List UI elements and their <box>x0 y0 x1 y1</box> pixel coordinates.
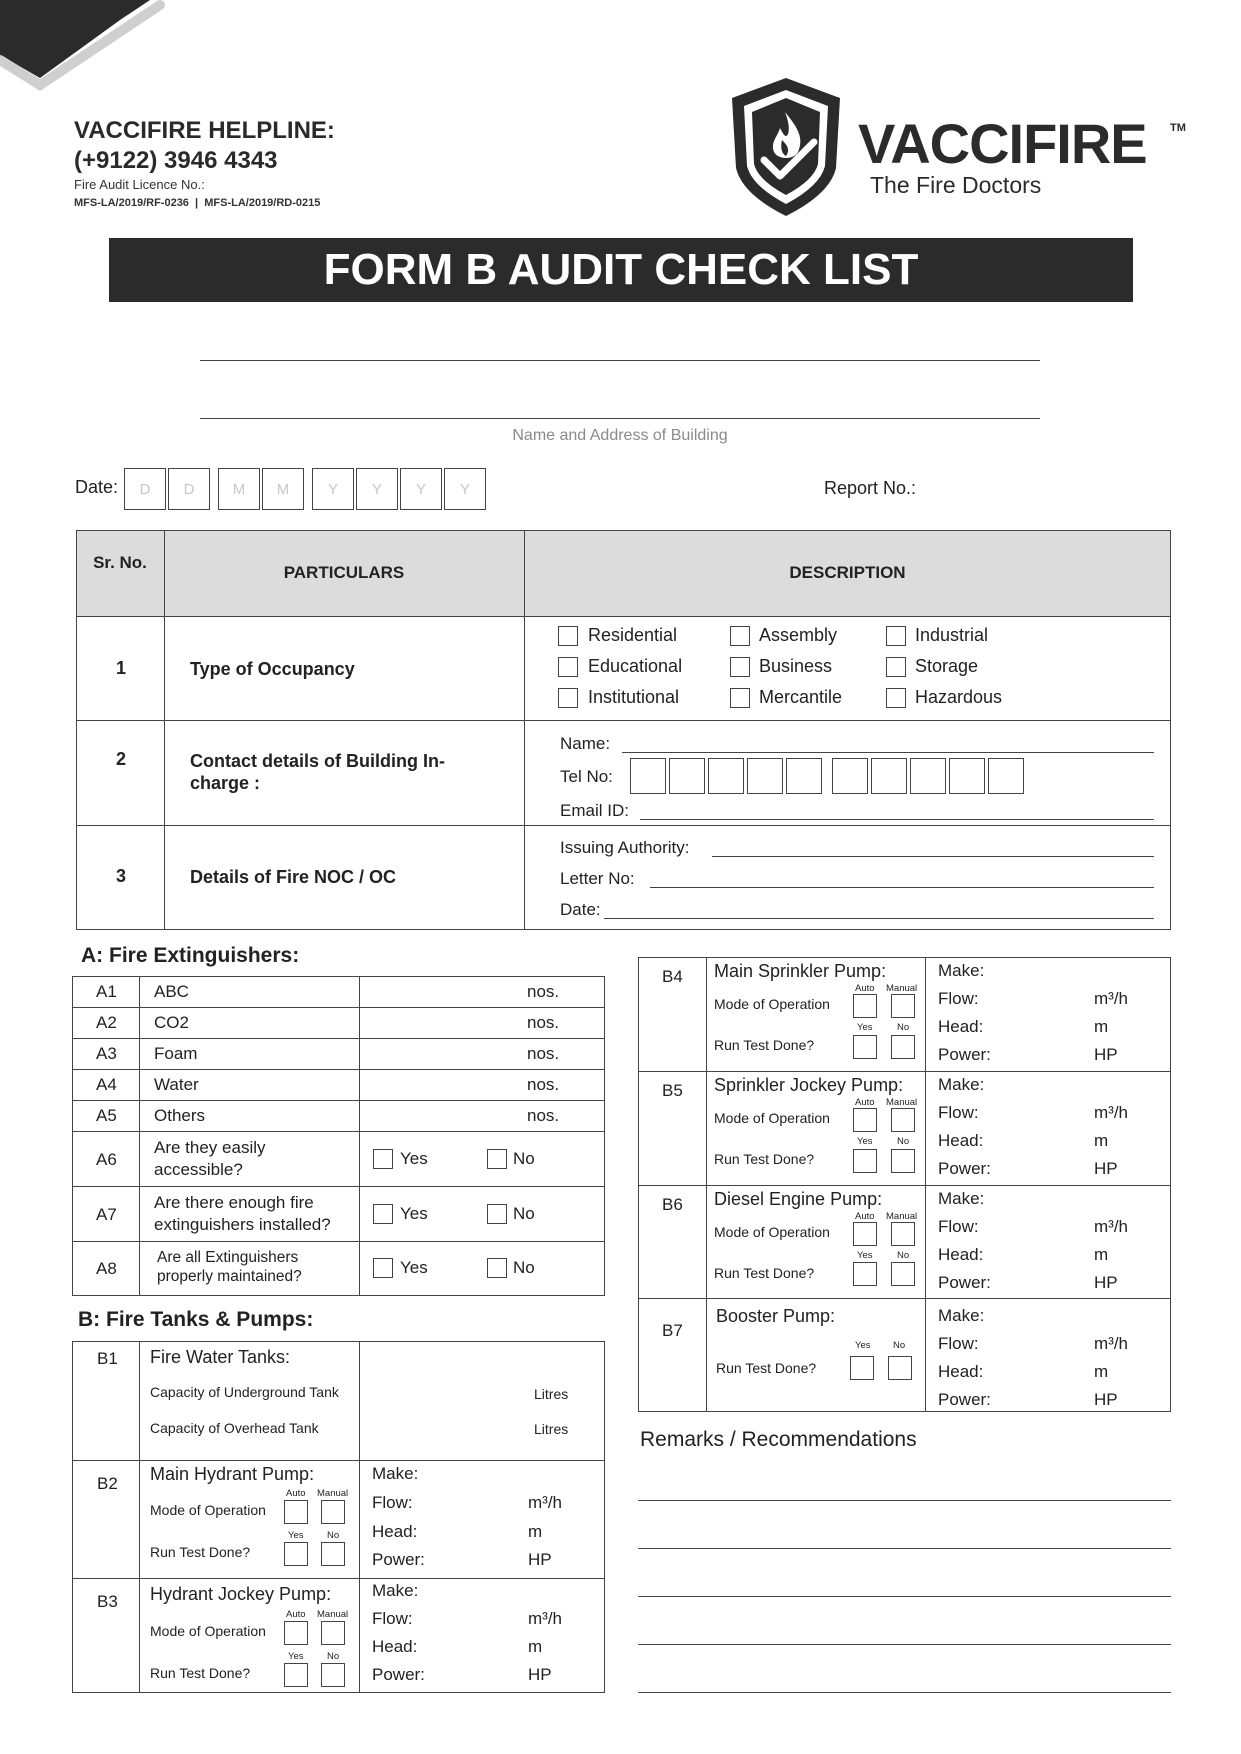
checkbox-hazardous[interactable] <box>886 688 906 708</box>
manual-label: Manual <box>317 1609 349 1620</box>
tel-digit-box[interactable] <box>747 758 783 794</box>
unit-label: nos. <box>527 1044 560 1063</box>
date-label: Date: <box>75 477 119 497</box>
table-divider <box>638 1298 1171 1299</box>
licence-label: Fire Audit Licence No.: <box>74 177 205 192</box>
item-code: B7 <box>662 1321 683 1340</box>
head-unit: m <box>1094 1017 1109 1036</box>
auto-label: Auto <box>855 1097 875 1108</box>
run-test-label: Run Test Done? <box>150 1665 251 1681</box>
table-divider <box>139 976 140 1296</box>
b1-title: Fire Water Tanks: <box>150 1347 291 1367</box>
option-label: Assembly <box>759 625 838 645</box>
head-unit: m <box>1094 1362 1109 1381</box>
table-divider <box>638 1071 1171 1072</box>
option-label: Residential <box>588 625 678 645</box>
no-checkbox[interactable] <box>487 1204 507 1224</box>
run-test-no-checkbox[interactable] <box>321 1542 345 1566</box>
flow-label: Flow: <box>938 1217 979 1236</box>
run-test-yes-checkbox[interactable] <box>284 1663 308 1687</box>
manual-checkbox[interactable] <box>891 994 915 1018</box>
head-label: Head: <box>938 1245 984 1264</box>
header-particulars: PARTICULARS <box>283 563 405 582</box>
question-line: accessible? <box>154 1160 243 1179</box>
flow-unit: m³/h <box>1094 1217 1128 1236</box>
flow-label: Flow: <box>372 1609 413 1628</box>
checkbox-educational[interactable] <box>558 657 578 677</box>
flow-label: Flow: <box>938 989 979 1008</box>
table-divider <box>76 825 1171 826</box>
power-label: Power: <box>938 1390 991 1409</box>
table-divider <box>72 1186 605 1187</box>
report-no-label: Report No.: <box>824 478 917 498</box>
email-field[interactable] <box>640 819 1154 820</box>
section-b-title: B: Fire Tanks & Pumps: <box>78 1308 314 1331</box>
table-divider <box>72 1069 605 1070</box>
run-test-yes-checkbox[interactable] <box>853 1035 877 1059</box>
flow-unit: m³/h <box>1094 1334 1128 1353</box>
question-line: Are there enough fire <box>154 1193 314 1212</box>
mode-label: Mode of Operation <box>714 1110 830 1126</box>
yes-label: Yes <box>400 1204 428 1223</box>
checkbox-business[interactable] <box>730 657 750 677</box>
letter-no-field[interactable] <box>650 887 1154 888</box>
item-label: Water <box>154 1075 199 1094</box>
table-divider <box>72 1578 605 1579</box>
pump-name: Main Sprinkler Pump: <box>714 961 887 981</box>
head-label: Head: <box>372 1522 418 1541</box>
unit-label: Litres <box>534 1421 569 1437</box>
auto-checkbox[interactable] <box>853 994 877 1018</box>
section-a-title: A: Fire Extinguishers: <box>81 944 300 967</box>
make-label: Make: <box>938 1189 985 1208</box>
no-checkbox[interactable] <box>487 1149 507 1169</box>
date-box-month-2[interactable]: M <box>262 468 304 510</box>
table-divider <box>72 1460 605 1461</box>
auto-label: Auto <box>286 1609 306 1620</box>
power-label: Power: <box>938 1273 991 1292</box>
trademark: TM <box>1170 122 1186 134</box>
item-code: A3 <box>96 1044 117 1063</box>
table-divider <box>524 530 525 930</box>
checkbox-mercantile[interactable] <box>730 688 750 708</box>
tel-digit-box[interactable] <box>910 758 946 794</box>
checkbox-assembly[interactable] <box>730 626 750 646</box>
tel-digit-box[interactable] <box>786 758 822 794</box>
mode-label: Mode of Operation <box>150 1623 266 1639</box>
yes-checkbox[interactable] <box>373 1149 393 1169</box>
no-label: No <box>513 1258 535 1277</box>
tagline: The Fire Doctors <box>870 172 1042 198</box>
row-number: 3 <box>115 866 126 886</box>
auto-label: Auto <box>286 1488 306 1499</box>
remarks-line[interactable] <box>638 1692 1171 1693</box>
head-label: Head: <box>938 1017 984 1036</box>
item-label: ABC <box>154 982 189 1001</box>
unit-label: nos. <box>527 982 560 1001</box>
auto-checkbox[interactable] <box>853 1222 877 1246</box>
auto-checkbox[interactable] <box>853 1108 877 1132</box>
date-box-year-4[interactable]: Y <box>444 468 486 510</box>
make-label: Make: <box>938 961 985 980</box>
manual-checkbox[interactable] <box>321 1621 345 1645</box>
power-unit: HP <box>1094 1390 1118 1409</box>
pump-name: Sprinkler Jockey Pump: <box>714 1075 904 1095</box>
run-test-label: Run Test Done? <box>714 1037 815 1053</box>
head-label: Head: <box>938 1131 984 1150</box>
date-box-year-3[interactable]: Y <box>400 468 442 510</box>
yes-label: Yes <box>857 1250 873 1261</box>
flow-unit: m³/h <box>528 1609 562 1628</box>
table-divider <box>638 1185 1171 1186</box>
auto-checkbox[interactable] <box>284 1500 308 1524</box>
no-label: No <box>513 1149 535 1168</box>
yes-label: Yes <box>857 1136 873 1147</box>
pump-name: Diesel Engine Pump: <box>714 1189 883 1209</box>
mode-label: Mode of Operation <box>150 1502 266 1518</box>
date-box-year-1[interactable]: Y <box>312 468 354 510</box>
table-divider <box>139 1341 140 1693</box>
make-label: Make: <box>938 1075 985 1094</box>
yes-label: Yes <box>288 1530 304 1541</box>
row-particular: Details of Fire NOC / OC <box>190 867 397 887</box>
run-test-yes-checkbox[interactable] <box>284 1542 308 1566</box>
issuing-authority-label: Issuing Authority: <box>560 838 690 857</box>
tel-digit-box[interactable] <box>871 758 907 794</box>
power-label: Power: <box>372 1665 425 1684</box>
option-label: Educational <box>588 656 683 676</box>
table-divider <box>359 1341 360 1693</box>
item-code: A8 <box>96 1259 117 1278</box>
checkbox-industrial[interactable] <box>886 626 906 646</box>
make-label: Make: <box>372 1464 419 1483</box>
run-test-yes-checkbox[interactable] <box>853 1262 877 1286</box>
item-label: CO2 <box>154 1013 189 1032</box>
header-description: DESCRIPTION <box>789 563 906 582</box>
extinguishers-table <box>72 976 605 1296</box>
manual-label: Manual <box>886 983 918 994</box>
tel-label: Tel No: <box>560 767 613 786</box>
remarks-title: Remarks / Recommendations <box>640 1428 917 1451</box>
flow-label: Flow: <box>372 1493 413 1512</box>
no-label: No <box>327 1651 340 1662</box>
issuing-authority-field[interactable] <box>712 856 1154 857</box>
manual-checkbox[interactable] <box>321 1500 345 1524</box>
tel-digit-box[interactable] <box>988 758 1024 794</box>
option-label: Storage <box>915 656 979 676</box>
name-label: Name: <box>560 734 611 753</box>
remarks-line[interactable] <box>638 1500 1171 1501</box>
auto-checkbox[interactable] <box>284 1621 308 1645</box>
unit-label: nos. <box>527 1075 560 1094</box>
question-line: properly maintained? <box>157 1268 302 1285</box>
make-label: Make: <box>372 1581 419 1600</box>
head-unit: m <box>528 1522 543 1541</box>
shield-flame-check-icon <box>728 76 844 218</box>
address-line-1[interactable] <box>200 360 1040 361</box>
yes-label: Yes <box>855 1340 871 1351</box>
power-unit: HP <box>1094 1159 1118 1178</box>
manual-label: Manual <box>886 1097 918 1108</box>
head-label: Head: <box>938 1362 984 1381</box>
pump-name: Booster Pump: <box>716 1306 836 1326</box>
item-code: B6 <box>662 1195 683 1214</box>
power-unit: HP <box>528 1550 552 1569</box>
table-divider <box>72 1038 605 1039</box>
unit-label: Litres <box>534 1386 569 1402</box>
yes-checkbox[interactable] <box>373 1258 393 1278</box>
brand-name: VACCIFIRE <box>858 112 1147 175</box>
run-test-no-checkbox[interactable] <box>891 1149 915 1173</box>
run-test-no-checkbox[interactable] <box>321 1663 345 1687</box>
no-label: No <box>897 1022 910 1033</box>
table-divider <box>72 1007 605 1008</box>
option-label: Institutional <box>588 687 680 707</box>
tel-digit-box[interactable] <box>832 758 868 794</box>
yes-checkbox[interactable] <box>373 1204 393 1224</box>
no-label: No <box>513 1204 535 1223</box>
table-divider <box>72 1131 605 1132</box>
power-label: Power: <box>938 1159 991 1178</box>
form-title: FORM B AUDIT CHECK LIST <box>109 238 1133 302</box>
flow-unit: m³/h <box>1094 989 1128 1008</box>
item-code: A7 <box>96 1205 117 1224</box>
date-box-day-1[interactable]: D <box>124 468 166 510</box>
overhead-tank-label: Capacity of Overhead Tank <box>150 1420 319 1436</box>
table-divider <box>76 720 1171 721</box>
head-unit: m <box>528 1637 543 1656</box>
head-unit: m <box>1094 1131 1109 1150</box>
power-unit: HP <box>1094 1273 1118 1292</box>
flow-label: Flow: <box>938 1334 979 1353</box>
row-number: 1 <box>115 658 126 678</box>
noc-date-field[interactable] <box>604 918 1154 919</box>
pump-name: Hydrant Jockey Pump: <box>150 1584 332 1604</box>
helpline-number: (+9122) 3946 4343 <box>74 147 278 174</box>
letter-no-label: Letter No: <box>560 869 635 888</box>
tel-digit-box[interactable] <box>669 758 705 794</box>
table-divider <box>72 1100 605 1101</box>
option-label: Hazardous <box>915 687 1003 707</box>
unit-label: nos. <box>527 1106 560 1125</box>
tel-digit-box[interactable] <box>630 758 666 794</box>
flow-unit: m³/h <box>528 1493 562 1512</box>
tel-digit-box[interactable] <box>949 758 985 794</box>
table-divider <box>72 1241 605 1242</box>
checkbox-storage[interactable] <box>886 657 906 677</box>
no-label: No <box>897 1136 910 1147</box>
run-test-label: Run Test Done? <box>714 1151 815 1167</box>
item-label: Others <box>154 1106 206 1125</box>
run-test-label: Run Test Done? <box>714 1265 815 1281</box>
underground-tank-label: Capacity of Underground Tank <box>150 1384 339 1400</box>
remarks-line[interactable] <box>638 1596 1171 1597</box>
date-box-day-2[interactable]: D <box>168 468 210 510</box>
pump-name: Main Hydrant Pump: <box>150 1464 315 1484</box>
item-code: B3 <box>97 1592 118 1611</box>
table-divider <box>359 976 360 1296</box>
item-code: B1 <box>97 1349 118 1368</box>
run-test-no-checkbox[interactable] <box>891 1262 915 1286</box>
checkbox-residential[interactable] <box>558 626 578 646</box>
flow-label: Flow: <box>938 1103 979 1122</box>
name-field[interactable] <box>622 752 1154 753</box>
run-test-no-checkbox[interactable] <box>888 1356 912 1380</box>
item-code: B4 <box>662 967 683 986</box>
yes-label: Yes <box>400 1149 428 1168</box>
manual-checkbox[interactable] <box>891 1222 915 1246</box>
run-test-yes-checkbox[interactable] <box>850 1356 874 1380</box>
no-label: No <box>327 1530 340 1541</box>
yes-label: Yes <box>857 1022 873 1033</box>
tel-digit-box[interactable] <box>708 758 744 794</box>
licence-numbers: MFS-LA/2019/RF-0236 | MFS-LA/2019/RD-0215 <box>74 197 321 209</box>
unit-label: nos. <box>527 1013 560 1032</box>
item-code: B2 <box>97 1474 118 1493</box>
option-label: Mercantile <box>759 687 843 707</box>
head-label: Head: <box>372 1637 418 1656</box>
run-test-label: Run Test Done? <box>150 1544 251 1560</box>
manual-label: Manual <box>886 1211 918 1222</box>
mode-label: Mode of Operation <box>714 1224 830 1240</box>
address-line-2[interactable] <box>200 418 1040 419</box>
power-unit: HP <box>1094 1045 1118 1064</box>
item-label: Foam <box>154 1044 198 1063</box>
item-code: B5 <box>662 1081 683 1100</box>
remarks-line[interactable] <box>638 1548 1171 1549</box>
no-label: No <box>897 1250 910 1261</box>
no-label: No <box>893 1340 906 1351</box>
item-code: A4 <box>96 1075 117 1094</box>
date-box-month-1[interactable]: M <box>218 468 260 510</box>
mode-label: Mode of Operation <box>714 996 830 1012</box>
row-particular: Contact details of Building In-charge : <box>190 751 445 793</box>
question-line: extinguishers installed? <box>154 1215 331 1234</box>
remarks-line[interactable] <box>638 1644 1171 1645</box>
question-line: Are they easily <box>154 1138 266 1157</box>
auto-label: Auto <box>855 983 875 994</box>
option-label: Industrial <box>915 625 989 645</box>
no-checkbox[interactable] <box>487 1258 507 1278</box>
question-line: Are all Extinguishers <box>157 1249 299 1266</box>
run-test-no-checkbox[interactable] <box>891 1035 915 1059</box>
checkbox-institutional[interactable] <box>558 688 578 708</box>
power-label: Power: <box>938 1045 991 1064</box>
power-unit: HP <box>528 1665 552 1684</box>
item-code: A6 <box>96 1150 117 1169</box>
auto-label: Auto <box>855 1211 875 1222</box>
run-test-label: Run Test Done? <box>716 1360 817 1376</box>
run-test-yes-checkbox[interactable] <box>853 1149 877 1173</box>
date-box-year-2[interactable]: Y <box>356 468 398 510</box>
row-particular: Type of Occupancy <box>190 659 355 679</box>
flow-unit: m³/h <box>1094 1103 1128 1122</box>
helpline-title: VACCIFIRE HELPLINE: <box>74 117 335 144</box>
address-caption: Name and Address of Building <box>512 427 728 444</box>
noc-date-label: Date: <box>560 900 601 919</box>
email-label: Email ID: <box>560 801 629 820</box>
power-label: Power: <box>372 1550 425 1569</box>
manual-label: Manual <box>317 1488 349 1499</box>
yes-label: Yes <box>400 1258 428 1277</box>
item-code: A1 <box>96 982 117 1001</box>
yes-label: Yes <box>288 1651 304 1662</box>
item-code: A5 <box>96 1106 117 1125</box>
item-code: A2 <box>96 1013 117 1032</box>
option-label: Business <box>759 656 833 676</box>
checkmark-corner-icon <box>0 0 180 130</box>
head-unit: m <box>1094 1245 1109 1264</box>
make-label: Make: <box>938 1306 985 1325</box>
header-sr-no: Sr. No. <box>93 553 147 572</box>
row-number: 2 <box>115 749 126 769</box>
manual-checkbox[interactable] <box>891 1108 915 1132</box>
